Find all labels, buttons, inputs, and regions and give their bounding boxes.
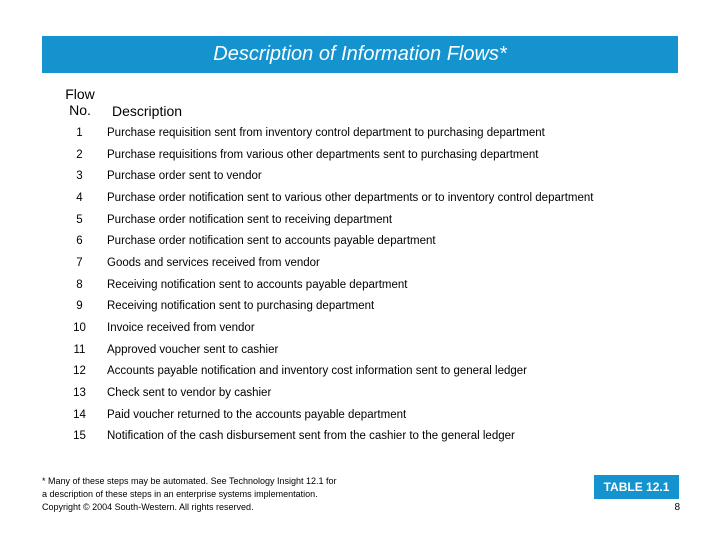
footnote-line: * Many of these steps may be automated. See Technology Insight 12.1 for <box>42 476 337 486</box>
table-row <box>52 296 692 318</box>
flow-number: 13 <box>73 387 86 400</box>
flow-description: Receiving notification sent to accounts payable department <box>107 278 408 291</box>
flow-description: Purchase order notification sent to accounts payable department <box>107 235 436 248</box>
table-row <box>52 165 692 187</box>
table-row <box>52 361 692 383</box>
flow-table <box>52 122 692 447</box>
title-bar <box>42 36 678 73</box>
footnote <box>42 475 337 514</box>
flow-number: 14 <box>73 408 86 421</box>
copyright: Copyright © 2004 South-Western. All rights reserved. <box>42 502 254 512</box>
footnote-line: a description of these steps in an enterprise systems implementation. <box>42 489 318 499</box>
table-row <box>52 187 692 209</box>
page-number: 8 <box>674 502 680 513</box>
flow-number: 9 <box>76 300 83 313</box>
table-row <box>52 230 692 252</box>
flow-description: Goods and services received from vendor <box>107 256 320 269</box>
table-row <box>52 209 692 231</box>
header-description: Description <box>112 103 183 119</box>
flow-number: 6 <box>76 235 83 248</box>
flow-description: Purchase order notification sent to receiving department <box>107 213 393 226</box>
flow-description: Accounts payable notification and inventory cost information sent to general ledger <box>107 365 528 378</box>
flow-number: 2 <box>76 148 83 161</box>
flow-number: 8 <box>76 278 83 291</box>
flow-description: Approved voucher sent to cashier <box>107 343 279 356</box>
flow-number: 10 <box>73 322 86 335</box>
table-row <box>52 426 692 448</box>
flow-description: Purchase requisitions from various other departments sent to purchasing department <box>107 148 539 161</box>
flow-number: 7 <box>76 256 83 269</box>
flow-description: Receiving notification sent to purchasing department <box>107 300 375 313</box>
header-flow-label: Flow No. <box>65 86 95 118</box>
flow-description: Purchase order sent to vendor <box>107 170 262 183</box>
table-row <box>52 404 692 426</box>
table-row <box>52 274 692 296</box>
flow-description: Paid voucher returned to the accounts payable department <box>107 408 407 421</box>
flow-description: Invoice received from vendor <box>107 322 255 335</box>
flow-description: Purchase requisition sent from inventory control department to purchasing department <box>107 126 545 139</box>
flow-description: Check sent to vendor by cashier <box>107 387 272 400</box>
table-row <box>52 317 692 339</box>
flow-number: 5 <box>76 213 83 226</box>
header-flow-no <box>52 86 108 118</box>
flow-number: 3 <box>76 170 83 183</box>
table-row <box>52 339 692 361</box>
table-row <box>52 122 692 144</box>
flow-number: 15 <box>73 430 86 443</box>
page-title: Description of Information Flows* <box>213 43 507 65</box>
table-row <box>52 382 692 404</box>
table-badge: TABLE 12.1 <box>594 475 679 499</box>
table-row <box>52 252 692 274</box>
flow-description: Notification of the cash disbursement sent from the cashier to the general ledger <box>107 430 515 443</box>
flow-number: 4 <box>76 191 83 204</box>
table-row <box>52 144 692 166</box>
flow-number: 11 <box>73 343 86 356</box>
flow-description: Purchase order notification sent to various other departments or to inventory control department <box>107 191 594 204</box>
flow-number: 12 <box>73 365 86 378</box>
flow-number: 1 <box>76 126 83 139</box>
